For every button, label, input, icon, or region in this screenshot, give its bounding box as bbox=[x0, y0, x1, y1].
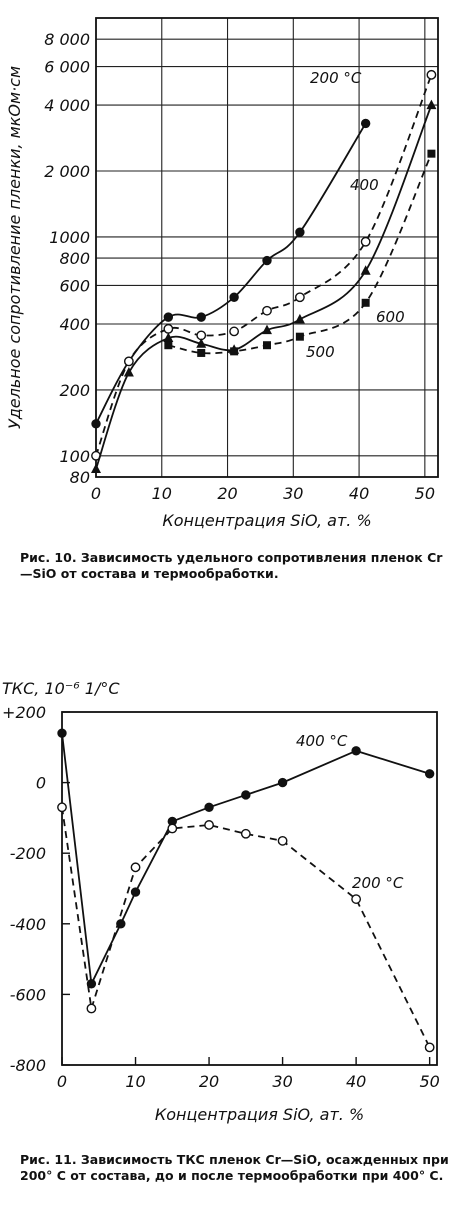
data-point bbox=[58, 803, 66, 811]
data-point bbox=[205, 821, 213, 829]
curve-label: 200 °C bbox=[352, 874, 404, 892]
data-point bbox=[426, 100, 436, 110]
data-point bbox=[263, 341, 271, 349]
data-point bbox=[230, 347, 238, 355]
data-point bbox=[242, 830, 250, 838]
data-point bbox=[278, 837, 286, 845]
data-point bbox=[131, 863, 139, 871]
data-point bbox=[362, 299, 370, 307]
y-tick-label: 200 bbox=[59, 380, 90, 400]
data-point bbox=[91, 464, 101, 474]
data-point bbox=[242, 791, 250, 799]
data-point bbox=[352, 895, 360, 903]
data-point bbox=[205, 803, 213, 811]
x-tick-label: 50 bbox=[419, 1072, 440, 1091]
x-tick-label: 10 bbox=[151, 484, 172, 503]
series-line bbox=[96, 75, 431, 456]
y-axis-label: Удельное сопротивление пленки, мкОм·см bbox=[5, 65, 24, 430]
data-point bbox=[296, 333, 304, 341]
y-tick-label: -600 bbox=[9, 985, 46, 1005]
data-point bbox=[425, 770, 433, 778]
data-point bbox=[164, 313, 172, 321]
data-point bbox=[425, 1043, 433, 1051]
data-point bbox=[427, 71, 435, 79]
series-400 bbox=[92, 71, 436, 460]
data-point bbox=[263, 256, 271, 264]
y-tick-label: 400 bbox=[59, 315, 90, 334]
x-tick-label: 40 bbox=[348, 484, 370, 503]
y-tick-label: -400 bbox=[9, 914, 46, 934]
x-tick-label: 20 bbox=[198, 1072, 220, 1091]
data-point bbox=[352, 747, 360, 755]
x-tick-label: 40 bbox=[345, 1072, 367, 1091]
data-point bbox=[131, 888, 139, 896]
data-point bbox=[361, 119, 369, 127]
y-tick-label: -800 bbox=[9, 1056, 46, 1075]
data-point bbox=[427, 150, 435, 158]
data-point bbox=[58, 729, 66, 737]
data-point bbox=[87, 1004, 95, 1012]
data-point bbox=[230, 293, 238, 301]
curve-label: 400 °C bbox=[296, 732, 348, 750]
figure-10-caption: Рис. 10. Зависимость удельного сопротивления пленок Cr—SiO от состава и термообработки. bbox=[20, 550, 443, 581]
curve-label: 600 bbox=[376, 308, 405, 326]
x-axis-label: Концентрация SiO, ат. % bbox=[154, 1105, 365, 1124]
tcr-chart bbox=[0, 660, 467, 1140]
series-500 bbox=[91, 100, 436, 473]
data-point bbox=[263, 307, 271, 315]
series-400C bbox=[58, 729, 434, 988]
series-line bbox=[62, 807, 430, 1047]
y-tick-label: 600 bbox=[59, 276, 90, 296]
curve-label: 200 °C bbox=[310, 69, 362, 87]
series-200C bbox=[58, 803, 434, 1051]
series-line bbox=[96, 123, 366, 423]
x-tick-label: 30 bbox=[272, 1072, 293, 1091]
data-point bbox=[361, 238, 369, 246]
y-tick-label: -200 bbox=[9, 844, 46, 864]
y-tick-label: 4 000 bbox=[44, 96, 90, 116]
data-point bbox=[164, 325, 172, 333]
data-point bbox=[296, 293, 304, 301]
plot-frame bbox=[96, 18, 438, 477]
data-point bbox=[125, 357, 133, 365]
data-point bbox=[361, 265, 371, 275]
x-tick-label: 50 bbox=[414, 484, 436, 503]
y-tick-label: 8 000 bbox=[44, 30, 90, 50]
y-tick-label: 6 000 bbox=[44, 57, 90, 77]
curve-label: 500 bbox=[306, 343, 335, 361]
x-tick-label: 0 bbox=[56, 1072, 68, 1091]
data-point bbox=[197, 349, 205, 357]
x-tick-label: 20 bbox=[217, 484, 238, 503]
curve-label: 400 bbox=[350, 176, 379, 194]
resistivity-chart-svg bbox=[0, 0, 467, 535]
x-tick-label: 0 bbox=[90, 484, 102, 503]
x-axis-label: Концентрация SiO, ат. % bbox=[162, 511, 372, 530]
data-point bbox=[168, 824, 176, 832]
data-point bbox=[164, 341, 172, 349]
y-axis-label: ТКС, 10⁻⁶ 1/°С bbox=[2, 679, 120, 698]
data-point bbox=[230, 327, 238, 335]
x-tick-label: 30 bbox=[283, 484, 304, 503]
y-tick-label: +200 bbox=[2, 703, 46, 722]
data-point bbox=[92, 420, 100, 428]
y-tick-label: 100 bbox=[59, 446, 90, 466]
series-200C bbox=[92, 119, 370, 428]
y-tick-label: 1000 bbox=[49, 227, 90, 247]
y-tick-label: 80 bbox=[69, 468, 90, 487]
x-tick-label: 10 bbox=[125, 1072, 146, 1091]
series-line bbox=[62, 733, 430, 984]
series-line bbox=[96, 105, 431, 469]
data-point bbox=[278, 778, 286, 786]
tcr-chart-svg bbox=[0, 660, 467, 1140]
data-point bbox=[197, 313, 205, 321]
y-tick-label: 2 000 bbox=[44, 162, 90, 181]
figure-11-caption: Рис. 11. Зависимость ТКС пленок Cr—SiO, осажденных при 200° С от состава, до и после термообработки при 400° С. bbox=[20, 1152, 449, 1183]
y-tick-label: 0 bbox=[35, 773, 46, 793]
resistivity-chart bbox=[0, 0, 467, 535]
data-point bbox=[296, 228, 304, 236]
data-point bbox=[295, 314, 305, 324]
grid bbox=[96, 18, 438, 477]
y-tick-label: 800 bbox=[59, 249, 90, 269]
